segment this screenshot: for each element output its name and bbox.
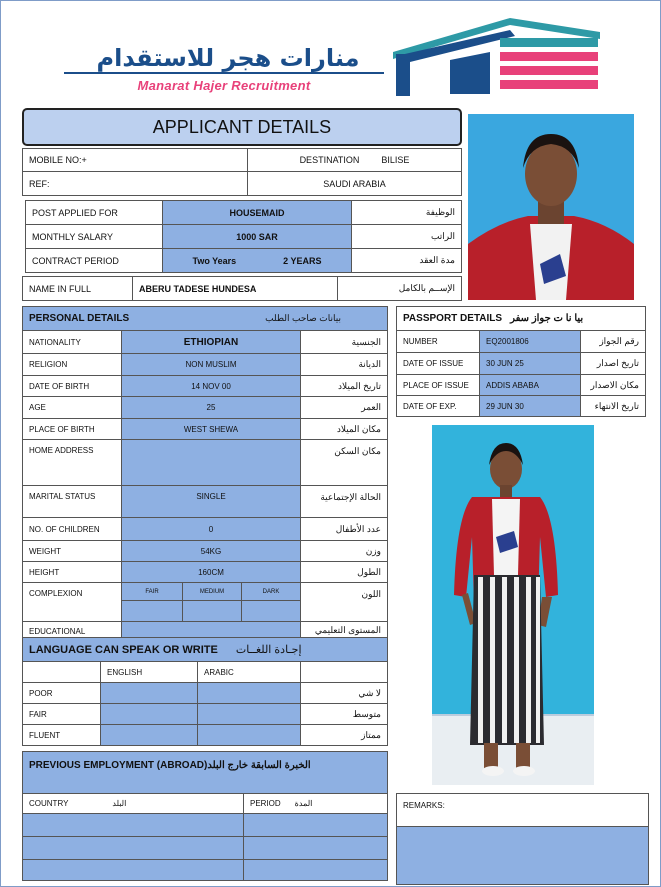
arabic-poor-cell[interactable] [197,682,301,704]
religion-value: NON MUSLIM [121,353,301,376]
complexion-check-dark[interactable] [241,600,301,622]
english-fluent-cell[interactable] [100,724,198,746]
page-title: APPLICANT DETAILS [22,108,462,146]
applicant-portrait-photo [468,114,634,300]
employment-country-label [22,793,244,814]
name-label: NAME IN FULL [22,276,133,301]
english-fair-cell[interactable] [100,703,198,725]
post-value: HOUSEMAID [162,200,352,225]
children-value: 0 [121,517,301,541]
education-ar: المستوى التعليمي [300,621,388,638]
complexion-label: COMPLEXION [22,582,122,622]
language-level-fluent: FLUENT [22,724,101,746]
company-english-name: Manarat Hajer Recruitment [137,78,311,93]
language-header [22,637,388,662]
dob-label: DATE OF BIRTH [22,375,122,397]
complexion-check-medium[interactable] [182,600,242,622]
passport-issue-date-label: DATE OF ISSUE [396,352,480,375]
place-of-birth-label: PLACE OF BIRTH [22,418,122,440]
home-address-label: HOME ADDRESS [22,439,122,486]
remarks-box[interactable] [396,826,649,885]
religion-ar: الديانة [300,353,388,376]
religion-label: RELIGION [22,353,122,376]
home-address-value [121,439,301,486]
destination-label: DESTINATION [299,155,360,165]
height-value: 160CM [121,561,301,583]
language-col-english: ENGLISH [100,661,198,683]
children-label: NO. OF CHILDREN [22,517,122,541]
employment-row-3-country[interactable] [22,859,244,881]
passport-issue-place-label: PLACE OF ISSUE [396,374,480,396]
passport-number-value: EQ2001806 [479,330,581,353]
post-label: POST APPLIED FOR [25,200,163,225]
language-level-fluent-ar: ممتاز [300,724,388,746]
ref-label: REF: [22,171,248,196]
logo-underline [64,72,384,74]
language-col-ar-empty [300,661,388,683]
language-title: LANGUAGE CAN SPEAK OR WRITE [29,643,218,656]
destination-country: SAUDI ARABIA [247,171,462,196]
passport-issue-date-ar: تاريخ اصدار [580,352,646,375]
passport-issue-place-value: ADDIS ABABA [479,374,581,396]
personal-details-title: PERSONAL DETAILS [29,313,130,324]
arabic-fair-cell[interactable] [197,703,301,725]
complexion-option-dark: DARK [241,582,301,601]
name-value: ABERU TADESE HUNDESA [132,276,338,301]
passport-header [396,306,646,331]
age-value: 25 [121,396,301,419]
name-arabic-label: الإســم بالكامل [337,276,462,301]
home-address-ar: مكان السكن [300,439,388,486]
company-arabic-name: منارات هجر للاستقدام [96,44,360,72]
education-label: EDUCATIONAL [22,621,122,638]
employment-row-1-period[interactable] [243,813,388,837]
height-ar: الطول [300,561,388,583]
age-label: AGE [22,396,122,419]
passport-expiry-value: 29 JUN 30 [479,395,581,417]
arabic-fluent-cell[interactable] [197,724,301,746]
place-of-birth-ar: مكان الميلاد [300,418,388,440]
period-label: PERIOD [250,799,281,808]
language-title-ar: إجـادة اللغــات [235,644,302,656]
weight-label: WEIGHT [22,540,122,562]
employment-title: PREVIOUS EMPLOYMENT (ABROAD) [29,760,208,771]
destination-cell [247,148,462,172]
salary-label: MONTHLY SALARY [25,224,163,249]
language-level-poor: POOR [22,682,101,704]
personal-details-title-ar: بيانات صاحب الطلب [265,313,341,323]
education-value [121,621,301,638]
passport-title-ar: بيا نا ت جواز سفر [510,313,584,324]
employment-header [22,751,388,794]
marital-status-ar: الحالة الإجتماعية [300,485,388,518]
children-ar: عدد الأطفال [300,517,388,541]
country-label: COUNTRY [29,799,69,808]
place-of-birth-value: WEST SHEWA [121,418,301,440]
language-corner-cell [22,661,101,683]
employment-row-2-country[interactable] [22,836,244,860]
height-label: HEIGHT [22,561,122,583]
marital-status-value: SINGLE [121,485,301,518]
complexion-option-fair: FAIR [121,582,183,601]
complexion-ar: اللون [300,582,388,622]
country-label-ar: البلد [112,799,127,808]
passport-title: PASSPORT DETAILS [403,313,503,324]
employment-row-3-period[interactable] [243,859,388,881]
contract-label: CONTRACT PERIOD [25,248,163,273]
salary-value: 1000 SAR [162,224,352,249]
contract-arabic-label: مدة العقد [351,248,462,273]
weight-ar: وزن [300,540,388,562]
nationality-value: ETHIOPIAN [121,330,301,354]
nationality-label: NATIONALITY [22,330,122,354]
personal-details-header [22,306,388,331]
house-logo-icon [390,12,605,100]
language-level-fair: FAIR [22,703,101,725]
weight-value: 54KG [121,540,301,562]
contract-value-words: Two Years [192,255,237,266]
english-poor-cell[interactable] [100,682,198,704]
contract-value-caps: 2 YEARS [283,255,322,266]
language-level-poor-ar: لا شي [300,682,388,704]
mobile-label: MOBILE NO:+ [22,148,248,172]
employment-period-label [243,793,388,814]
language-col-arabic: ARABIC [197,661,301,683]
applicant-full-body-photo [432,425,594,785]
passport-number-ar: رقم الجواز [580,330,646,353]
contract-value [162,248,352,273]
marital-status-label: MARITAL STATUS [22,485,122,518]
passport-expiry-label: DATE OF EXP. [396,395,480,417]
post-arabic-label: الوظيفة [351,200,462,225]
employment-title-ar: الخبرة السابقة خارج البلد [207,760,311,771]
employment-row-2-period[interactable] [243,836,388,860]
language-level-fair-ar: متوسط [300,703,388,725]
nationality-ar: الجنسية [300,330,388,354]
passport-number-label: NUMBER [396,330,480,353]
dob-ar: تاريخ الميلاد [300,375,388,397]
passport-expiry-ar: تاريخ الانتهاء [580,395,646,417]
remarks-label: REMARKS: [396,793,649,827]
destination-city: BILISE [381,155,410,165]
period-label-ar: المدة [294,799,313,808]
age-ar: العمر [300,396,388,419]
salary-arabic-label: الراتب [351,224,462,249]
passport-issue-date-value: 30 JUN 25 [479,352,581,375]
employment-row-1-country[interactable] [22,813,244,837]
dob-value: 14 NOV 00 [121,375,301,397]
complexion-check-fair[interactable] [121,600,183,622]
complexion-option-medium: MEDIUM [182,582,242,601]
passport-issue-place-ar: مكان الاصدار [580,374,646,396]
